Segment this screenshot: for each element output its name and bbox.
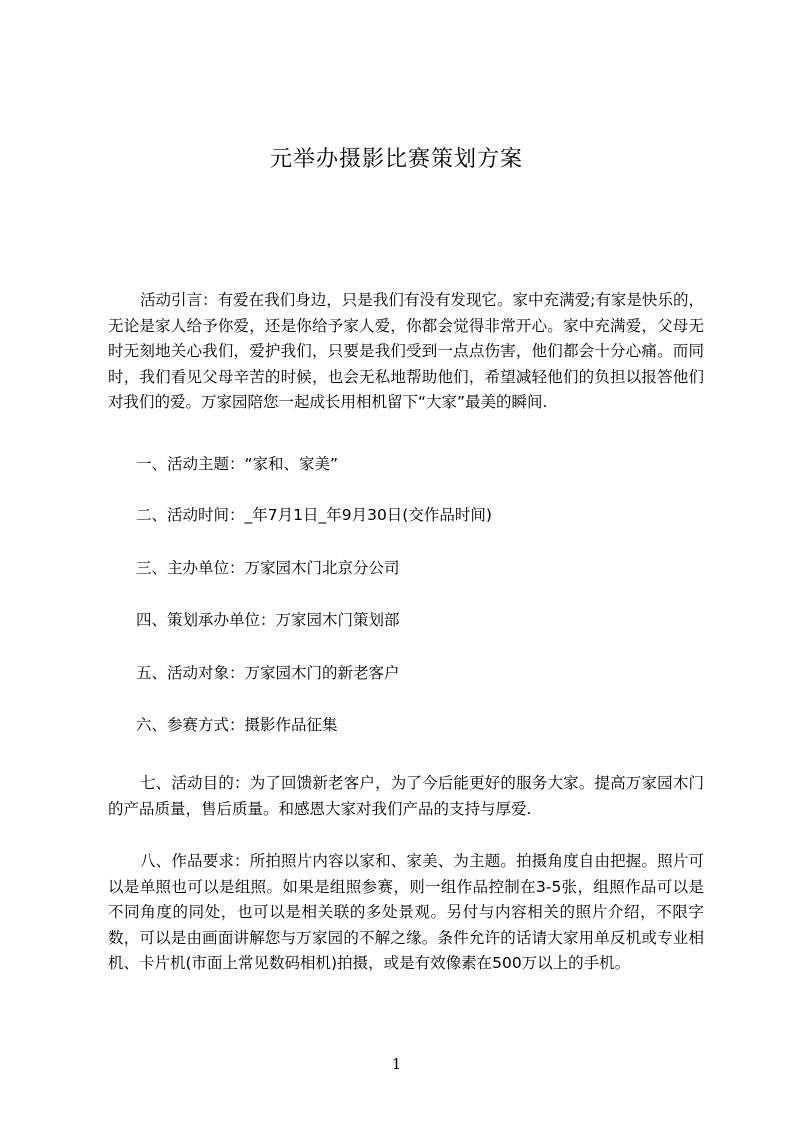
purpose-paragraph: 七、活动目的：为了回馈新老客户，为了今后能更好的服务大家。提高万家园木门的产品质量，售后质量。和感恩大家对我们产品的支持与厚爱. [108,774,704,818]
item-audience: 五、活动对象：万家园木门的新老客户 [136,664,400,682]
item-theme: 一、活动主题：“家和、家美” [136,455,339,473]
item-method: 六、参赛方式：摄影作品征集 [136,716,338,734]
requirements-paragraph: 八、作品要求：所拍照片内容以家和、家美、为主题。拍摄角度自由把握。照片可以是单照也可以是组照。如果是组照参赛，则一组作品控制在3-5张，组照作品可以是不同角度的同处，也可以是相关联的多处景观。另付与内容相关的照片介绍，不限字数，可以是由画面讲解您与万家园的不解之缘。条件允许的话请大家用单反机或专业相机、卡片机(市面上常见数码相机)拍摄，或是有效像素在500万以上的手机。 [108,852,704,972]
intro-paragraph: 活动引言：有爱在我们身边，只是我们有没有发现它。家中充满爱;有家是快乐的，无论是家人给予你爱，还是你给予家人爱，你都会觉得非常开心。家中充满爱，父母无时无刻地关心我们，爱护我们，只要是我们受到一点点伤害，他们都会十分心痛。而同时，我们看见父母辛苦的时候，也会无私地帮助他们，希望减轻他们的负担以报答他们对我们的爱。万家园陪您一起成长用相机留下“大家”最美的瞬间. [108,291,704,411]
document-title: 元举办摄影比赛策划方案 [269,147,523,172]
item-planner: 四、策划承办单位：万家园木门策划部 [136,611,400,629]
item-organizer: 三、主办单位：万家园木门北京分公司 [136,559,400,577]
item-time: 二、活动时间：_年7月1日_年9月30日(交作品时间) [136,506,492,524]
page-number: 1 [391,1055,402,1073]
